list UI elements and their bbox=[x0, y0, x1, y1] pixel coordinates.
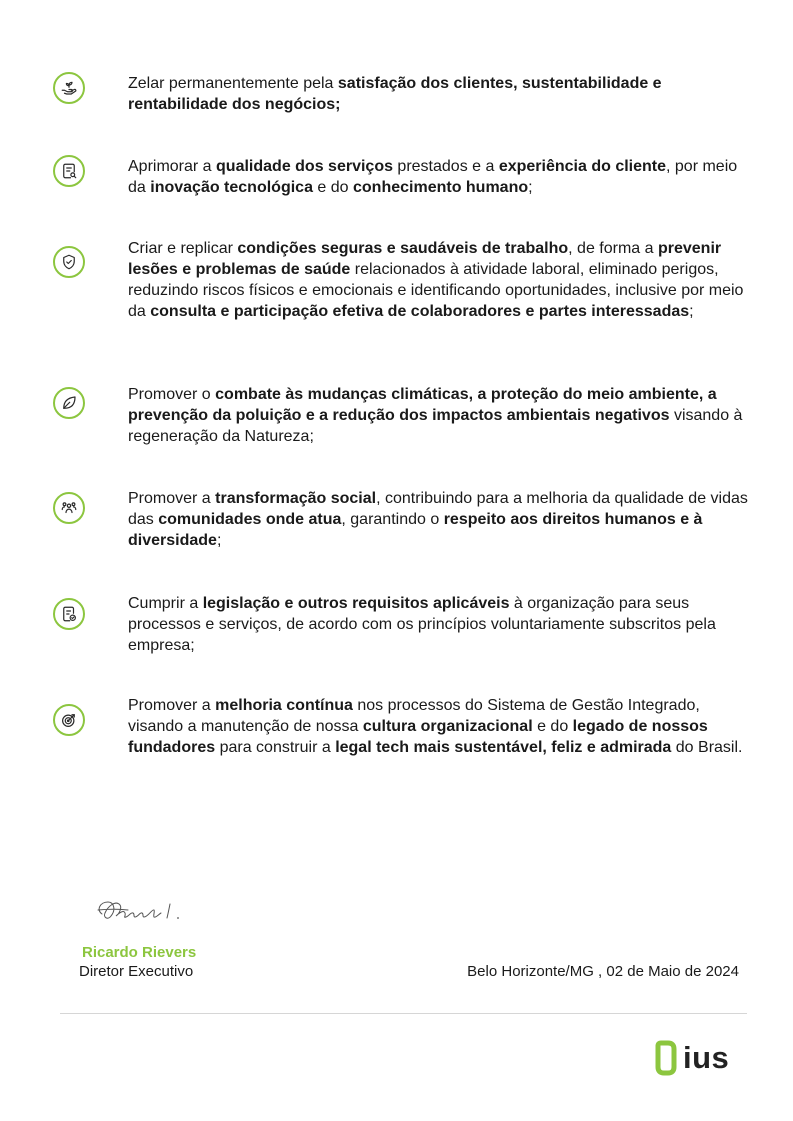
commitment-text bbox=[128, 156, 748, 198]
body-text: Cumprir a bbox=[128, 595, 203, 612]
body-text: Criar e replicar bbox=[128, 240, 238, 257]
body-text: do Brasil. bbox=[671, 739, 743, 756]
signature-image bbox=[92, 884, 202, 928]
body-text: Promover o bbox=[128, 386, 216, 403]
leaf-icon bbox=[53, 387, 85, 419]
place-date: Belo Horizonte/MG , 02 de Maio de 2024 bbox=[467, 963, 739, 980]
document-quality-icon bbox=[53, 155, 85, 187]
commitment-text bbox=[128, 488, 748, 551]
emphasis-text: condições seguras e saudáveis de trabalho bbox=[237, 240, 569, 257]
commitment-text bbox=[128, 695, 748, 758]
target-icon bbox=[53, 704, 85, 736]
emphasis-text: transformação social bbox=[215, 490, 377, 507]
signer-name: Ricardo Rievers bbox=[82, 944, 197, 961]
commitment-text bbox=[128, 238, 748, 322]
commitment-text bbox=[128, 384, 748, 447]
logo-text: ius bbox=[683, 1040, 730, 1075]
people-group-icon bbox=[53, 492, 85, 524]
emphasis-text: conhecimento humano bbox=[353, 179, 529, 196]
emphasis-text: cultura organizacional bbox=[362, 718, 533, 735]
emphasis-text: qualidade dos serviços bbox=[216, 158, 393, 175]
hand-plant-icon bbox=[53, 72, 85, 104]
body-text: , contribuindo para a melhoria da qualidade de vidas das bbox=[128, 490, 748, 528]
body-text: , de forma a bbox=[568, 240, 658, 257]
emphasis-text: prevenir lesões e problemas de saúde bbox=[128, 240, 722, 278]
emphasis-text: comunidades onde atua bbox=[158, 511, 342, 528]
body-text: nos processos do Sistema de Gestão Integrado, visando a manutenção de nossa bbox=[128, 697, 700, 735]
body-text: Promover a bbox=[128, 697, 216, 714]
emphasis-text: experiência do cliente bbox=[498, 158, 667, 175]
body-text: ; bbox=[216, 532, 222, 549]
commitment-text bbox=[128, 593, 748, 656]
emphasis-text: legislação e outros requisitos aplicáveis bbox=[202, 595, 510, 612]
emphasis-text: satisfação dos clientes, sustentabilidade e rentabilidade dos negócios; bbox=[128, 75, 662, 113]
emphasis-text: consulta e participação efetiva de colaboradores e partes interessadas bbox=[150, 303, 690, 320]
emphasis-text: melhoria contínua bbox=[215, 697, 353, 714]
logo-mark-icon bbox=[655, 1040, 677, 1076]
body-text: Aprimorar a bbox=[128, 158, 217, 175]
body-text: à organização para seus processos e serviços, de acordo com os princípios voluntariamente subscritos pela empresa; bbox=[128, 595, 716, 654]
emphasis-text: legal tech mais sustentável, feliz e admirada bbox=[335, 739, 672, 756]
body-text: e do bbox=[532, 718, 573, 735]
shield-check-icon bbox=[53, 246, 85, 278]
body-text: relacionados à atividade laboral, eliminado perigos, reduzindo riscos físicos e emocionais e identificando oportunidades, inclusive por meio da bbox=[128, 261, 744, 320]
signer-role: Diretor Executivo bbox=[79, 963, 194, 980]
body-text: para construir a bbox=[215, 739, 336, 756]
body-text: e do bbox=[312, 179, 353, 196]
emphasis-text: inovação tecnológica bbox=[150, 179, 313, 196]
emphasis-text: combate às mudanças climáticas, a proteção do meio ambiente, a prevenção da poluição e a redução dos impactos ambientais negativos bbox=[128, 386, 717, 424]
emphasis-text: legado de nossos fundadores bbox=[128, 718, 708, 756]
footer-divider bbox=[60, 1013, 747, 1014]
body-text: Zelar permanentemente pela bbox=[128, 75, 338, 92]
body-text: prestados e a bbox=[392, 158, 499, 175]
body-text: Promover a bbox=[128, 490, 216, 507]
body-text: , por meio da bbox=[128, 158, 738, 196]
body-text: ; bbox=[528, 179, 533, 196]
commitment-text bbox=[128, 73, 748, 115]
body-text: ; bbox=[689, 303, 694, 320]
body-text: , garantindo o bbox=[341, 511, 444, 528]
compliance-document-icon bbox=[53, 598, 85, 630]
body-text: visando à regeneração da Natureza; bbox=[128, 407, 743, 445]
emphasis-text: respeito aos direitos humanos e à diversidade bbox=[128, 511, 703, 549]
company-logo bbox=[655, 1040, 729, 1076]
